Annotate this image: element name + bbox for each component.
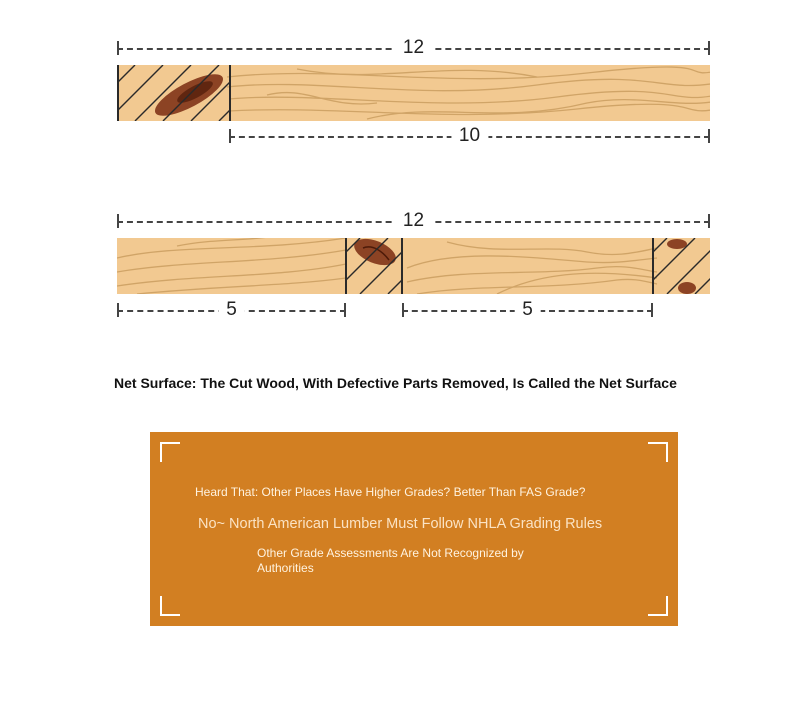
dimension-segment-left [117,300,346,320]
net-surface-caption: Net Surface: The Cut Wood, With Defective Parts Removed, Is Called the Net Surface [114,375,677,391]
panel-answer: No~ North American Lumber Must Follow NHLA Grading Rules [198,516,603,532]
wood-board-1 [117,65,710,121]
info-panel [150,432,678,626]
dimension-segment-right [402,300,653,320]
dimension-net-1 [229,126,710,146]
dimension-total-2-label: 12 [395,210,432,232]
dimension-net-1-label: 10 [451,125,488,147]
dimension-total-1 [117,38,710,58]
corner-bracket-top-right [648,442,668,462]
defect-knot-3 [667,239,687,249]
dimension-total-1-label: 12 [395,37,432,59]
wood-board-2 [117,238,710,294]
panel-question: Heard That: Other Places Have Higher Grades? Better Than FAS Grade? [195,485,586,499]
dimension-total-2 [117,211,710,231]
corner-bracket-bottom-right [648,596,668,616]
corner-bracket-top-left [160,442,180,462]
corner-bracket-bottom-left [160,596,180,616]
panel-note: Other Grade Assessments Are Not Recognized by Authorities [257,546,524,575]
dimension-segment-left-label: 5 [218,299,245,321]
dimension-segment-right-label: 5 [514,299,541,321]
